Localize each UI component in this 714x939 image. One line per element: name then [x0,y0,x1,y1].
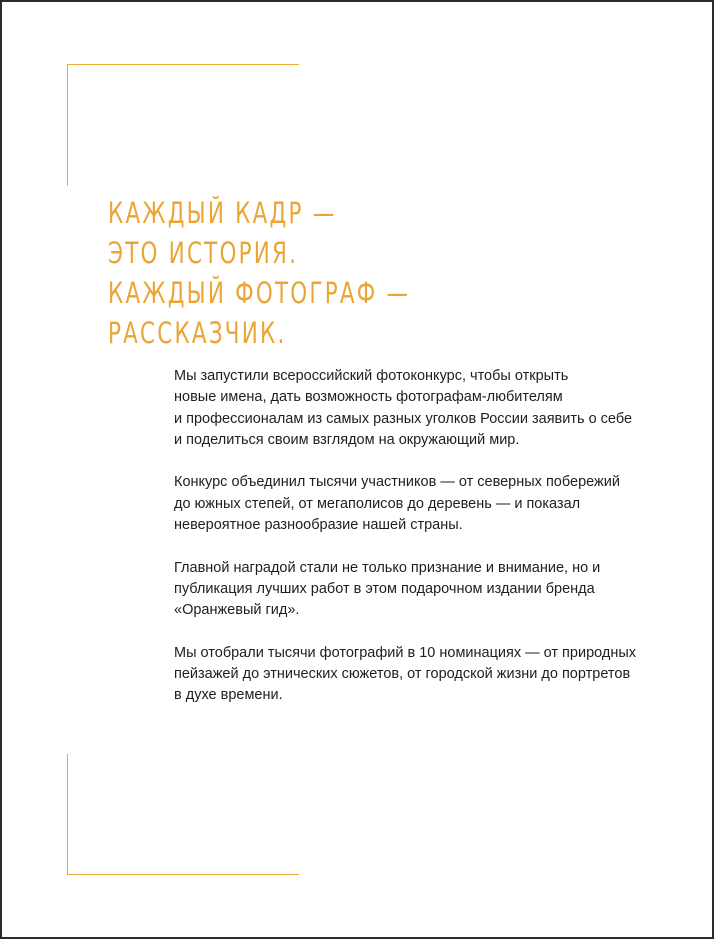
bottom-frame-line-vertical [67,754,68,875]
top-frame-line-horizontal [67,64,299,65]
headline-line-2: ЭТО ИСТОРИЯ. [108,236,299,270]
body-paragraph-1: Мы запустили всероссийский фотоконкурс, чтобы открыть новые имена, дать возможность фотографам-любителям и профессионалам из самых разных уголков России заявить о себе и поделиться своим взглядом на окружающий мир. [174,368,633,448]
body-paragraph-3: Главной наградой стали не только признание и внимание, но и публикация лучших работ в этом подарочном издании бренда «Оранжевый гид». [174,559,601,619]
body-paragraph-2: Конкурс объединил тысячи участников — от северных побережий до южных степей, от мегаполисов до деревень — и показал невероятное разнообразие нашей страны. [174,474,620,534]
bottom-frame-line-horizontal [67,874,299,875]
body-paragraph-4: Мы отобрали тысячи фотографий в 10 номинациях — от природных пейзажей до этнических сюжетов, от городской жизни до портретов в духе времени. [174,644,637,704]
body-text [174,366,674,728]
top-frame-line-vertical [67,64,68,186]
headline-line-3: КАЖДЫЙ ФОТОГРАФ — [108,276,411,310]
headline-line-4: РАССКАЗЧИК. [108,316,287,350]
headline [108,193,522,353]
headline-line-1: КАЖДЫЙ КАДР — [108,196,337,230]
